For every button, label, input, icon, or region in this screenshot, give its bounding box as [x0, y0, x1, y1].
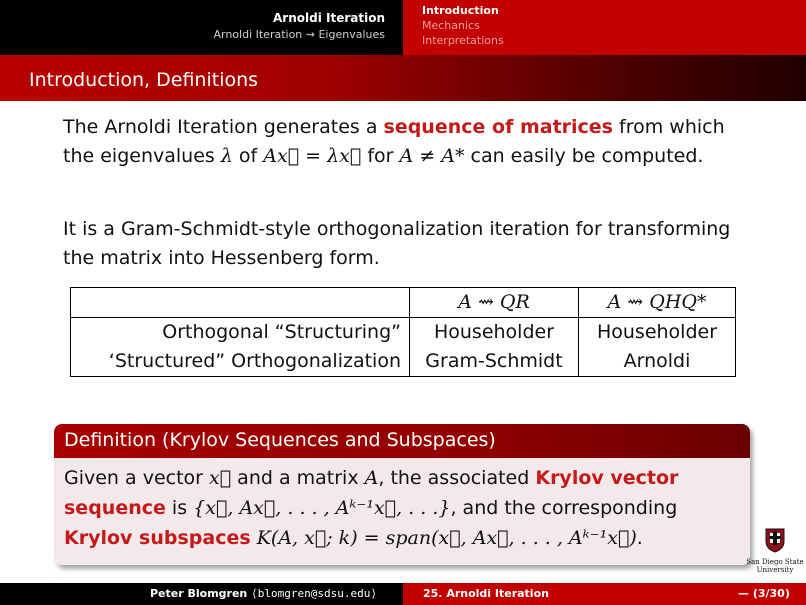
matrix-a: A: [364, 467, 379, 489]
intro-paragraph: [63, 113, 753, 171]
logo-text: [746, 558, 804, 574]
vector-x: x⃗: [209, 467, 232, 489]
text-run: of: [232, 145, 264, 167]
nav-section-interpretations[interactable]: Interpretations: [422, 34, 504, 47]
text-run: can easily be computed.: [464, 145, 704, 167]
nav-section-mechanics[interactable]: Mechanics: [422, 19, 480, 32]
footer-page-number: — (3/30): [738, 587, 790, 600]
table-cell: Householder: [410, 318, 579, 348]
university-seal-icon: [764, 527, 786, 553]
comparison-table: [70, 287, 736, 377]
lambda-symbol: λ: [220, 145, 233, 167]
header-left: [0, 0, 403, 55]
text-run: , and the corresponding: [450, 497, 678, 519]
non-hermitian-condition: A ≠ A*: [399, 145, 465, 167]
table-cell: Orthogonal “Structuring”: [71, 318, 410, 348]
term-krylov-subspaces: Krylov subspaces: [64, 527, 251, 549]
table-cell: Householder: [579, 318, 736, 348]
table-cell: ‘Structured” Orthogonalization: [71, 347, 410, 377]
term-krylov-vector-sequence: Krylov vector sequence: [64, 467, 679, 519]
table-row: [71, 347, 736, 377]
definition-body: [54, 458, 750, 565]
definition-block: [54, 424, 750, 565]
slide-header: [0, 0, 806, 55]
text-run: is: [165, 497, 194, 519]
krylov-sequence-formula: {x⃗, Ax⃗, . . . , Aᵏ⁻¹x⃗, . . .}: [193, 497, 451, 519]
text-run: from which the eigenvalues: [63, 116, 725, 167]
text-run: Given a vector: [64, 467, 210, 489]
definition-text: [64, 463, 744, 553]
footer-author: [150, 587, 377, 601]
footer-lecture: 25. Arnoldi Iteration: [423, 587, 549, 600]
table-cell: Gram-Schmidt: [410, 347, 579, 377]
text-run: , the associated: [378, 467, 536, 489]
frame-title-bar: [0, 55, 806, 101]
definition-header: [54, 424, 750, 458]
header-subtitle[interactable]: Arnoldi Iteration ⇝ Eigenvalues: [213, 28, 385, 41]
definition-title: Definition (Krylov Sequences and Subspaces): [64, 429, 496, 451]
table-cell: [71, 288, 410, 318]
author-email: ⟨blomgren@sdsu.edu⟩: [251, 587, 377, 600]
text-run: and a matrix: [231, 467, 365, 489]
footer-right: [403, 583, 806, 605]
frame-title: Introduction, Definitions: [29, 69, 259, 91]
footer-left: [0, 583, 403, 605]
text-run: for: [361, 145, 400, 167]
text-run: .: [636, 527, 643, 549]
nav-section-introduction[interactable]: Introduction: [422, 4, 499, 17]
table-header-qhq: A ⇝ QHQ*: [579, 288, 736, 318]
logo-line: University: [756, 566, 794, 574]
table-header-qr: A ⇝ QR: [410, 288, 579, 318]
header-title[interactable]: Arnoldi Iteration: [273, 11, 385, 25]
gram-schmidt-paragraph: It is a Gram-Schmidt-style orthogonalization iteration for transforming the matrix into Hessenberg form.: [63, 218, 731, 269]
table-row: [71, 318, 736, 348]
university-logo: [746, 527, 804, 574]
logo-line: San Diego State: [746, 558, 804, 566]
eigen-equation: Ax⃗ = λx⃗: [263, 145, 362, 167]
slide-footer: [0, 583, 806, 605]
section-navigation: [403, 0, 806, 55]
krylov-subspace-formula: K(A, x⃗; k) = span(x⃗, Ax⃗, . . . , Aᵏ⁻¹x⃗): [256, 527, 637, 549]
highlight-sequence-of-matrices: sequence of matrices: [383, 116, 613, 138]
author-name: Peter Blomgren: [150, 587, 248, 600]
table-cell: Arnoldi: [579, 347, 736, 377]
text-run: The Arnoldi Iteration generates a: [63, 116, 384, 138]
table-header-row: [71, 288, 736, 318]
